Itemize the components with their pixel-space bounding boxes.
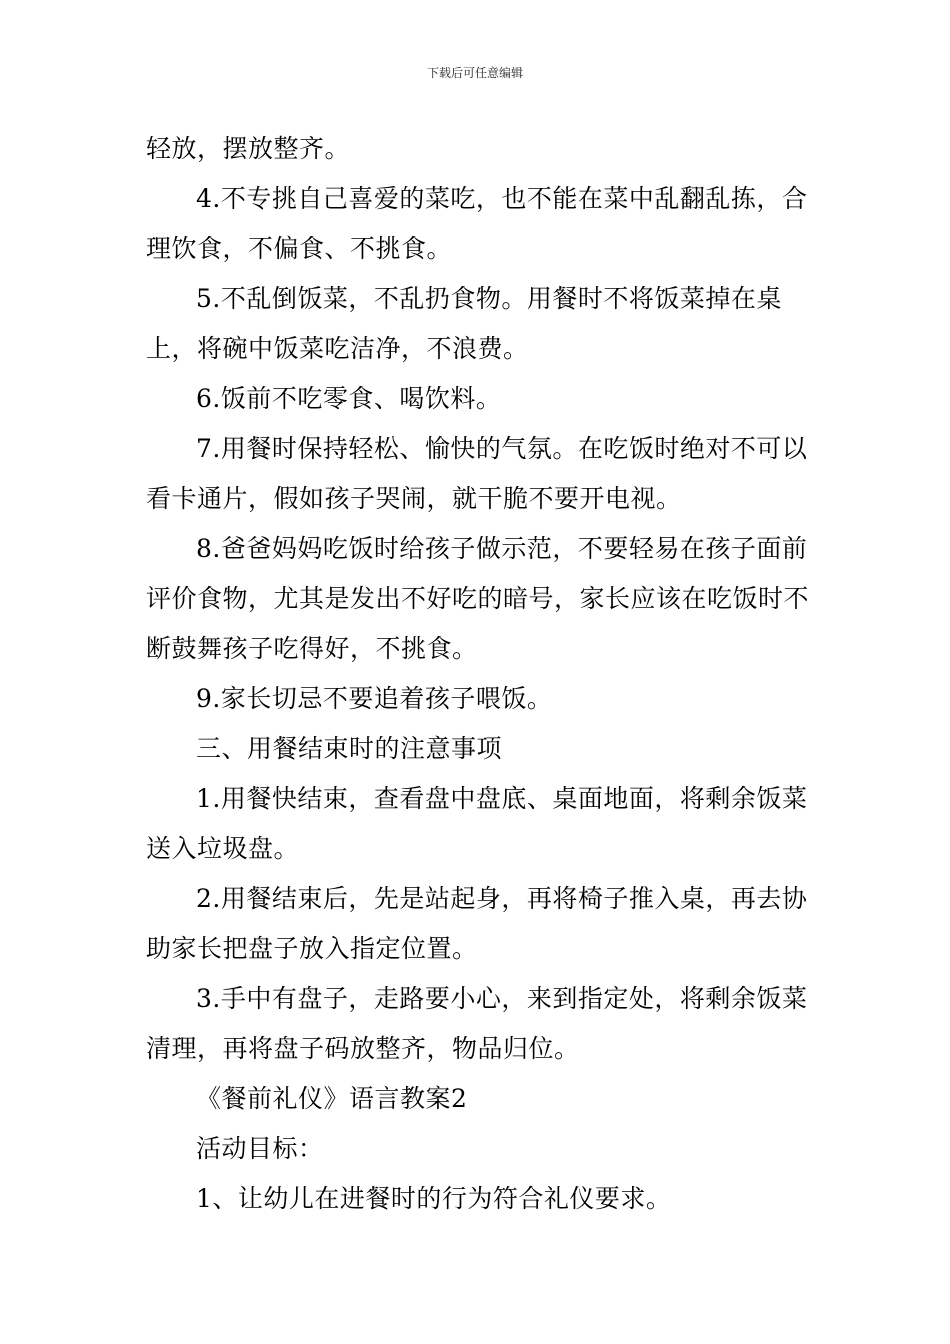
paragraph: 9.家长切忌不要追着孩子喂饭。 (196, 684, 553, 713)
paragraph: 5.不乱倒饭菜，不乱扔食物。用餐时不将饭菜掉在桌上，将碗中饭菜吃洁净，不浪费。 (146, 284, 782, 363)
paragraph: 1、让幼儿在进餐时的行为符合礼仪要求。 (196, 1184, 672, 1213)
document-body (146, 124, 816, 1224)
section-heading: 活动目标： (196, 1134, 324, 1163)
paragraph: 8.爸爸妈妈吃饭时给孩子做示范，不要轻易在孩子面前评价食物，尤其是发出不好吃的暗号，家长应该在吃饭时不断鼓舞孩子吃得好，不挑食。 (146, 534, 810, 663)
paragraph: 2.用餐结束后，先是站起身，再将椅子推入桌，再去协助家长把盘子放入指定位置。 (146, 884, 808, 963)
section-heading: 三、用餐结束时的注意事项 (196, 734, 503, 763)
paragraph: 6.饭前不吃零食、喝饮料。 (196, 384, 502, 413)
page-header: 下载后可任意编辑 (426, 66, 523, 80)
paragraph: 3.手中有盘子，走路要小心，来到指定处，将剩余饭菜清理，再将盘子码放整齐，物品归位。 (146, 984, 808, 1063)
paragraph: 1.用餐快结束，查看盘中盘底、桌面地面，将剩余饭菜送入垃圾盘。 (146, 784, 808, 863)
paragraph: 7.用餐时保持轻松、愉快的气氛。在吃饭时绝对不可以看卡通片，假如孩子哭闹，就干脆不要开电视。 (146, 434, 808, 513)
document-title: 《餐前礼仪》语言教案2 (196, 1084, 468, 1113)
paragraph: 轻放，摆放整齐。 (146, 134, 351, 163)
paragraph: 4.不专挑自己喜爱的菜吃，也不能在菜中乱翻乱拣，合理饮食，不偏食、不挑食。 (146, 184, 808, 263)
